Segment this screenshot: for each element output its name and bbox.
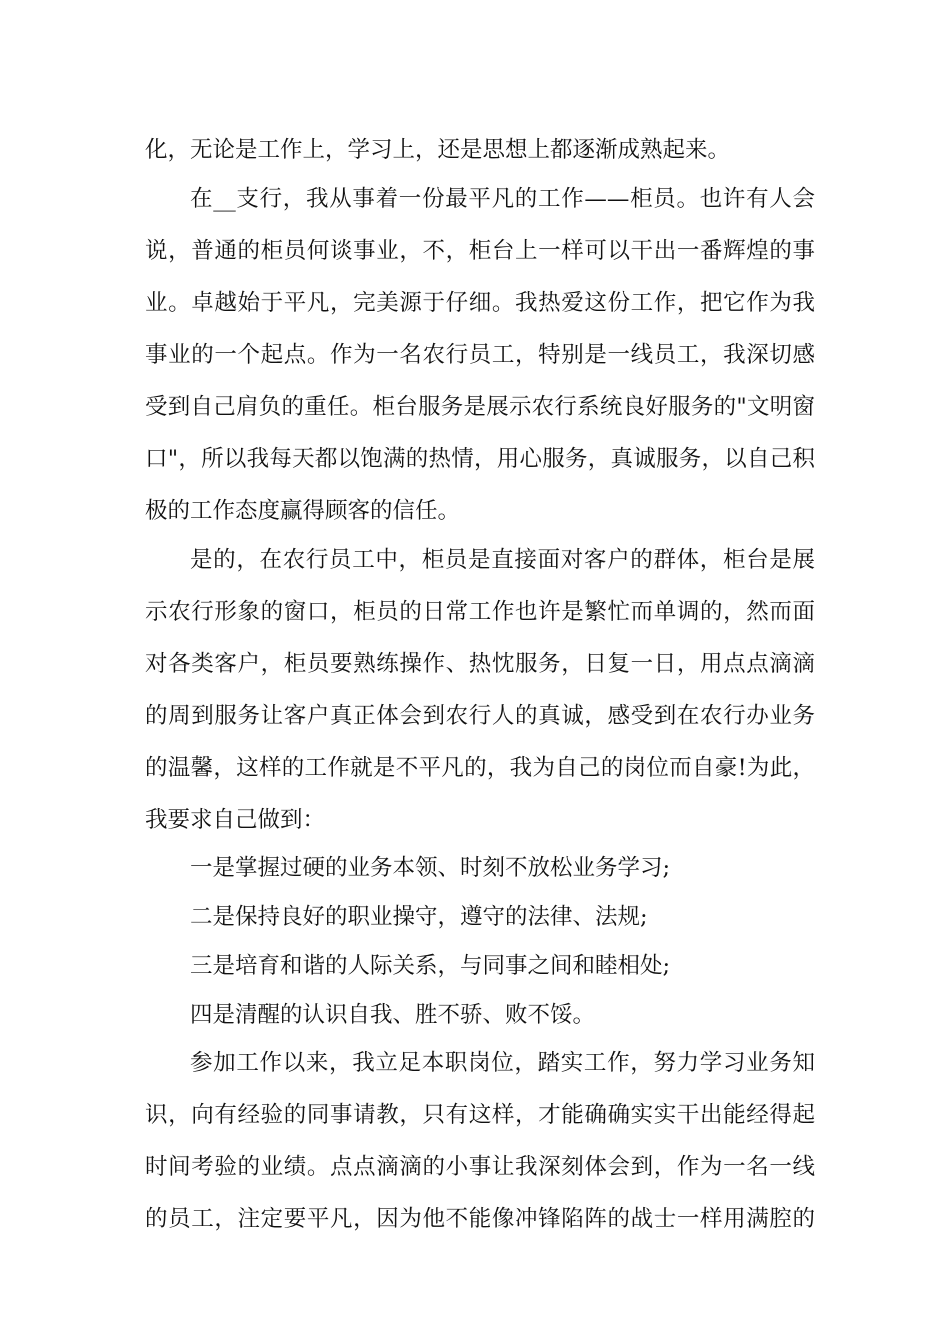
text-line-4: 业。卓越始于平凡，完美源于仔细。我热爱这份工作，把它作为我 — [145, 290, 815, 316]
text-line-10: 示农行形象的窗口，柜员的日常工作也许是繁忙而单调的，然而面 — [145, 599, 815, 625]
text-line-9: 是的，在农行员工中，柜员是直接面对客户的群体，柜台是展 — [190, 547, 815, 573]
list-item-4: 四是清醒的认识自我、胜不骄、败不馁。 — [190, 1002, 596, 1028]
text-line-13: 的温馨，这样的工作就是不平凡的，我为自己的岗位而自豪!为此， — [145, 755, 815, 781]
list-item-1: 一是掌握过硬的业务本领、时刻不放松业务学习; — [190, 855, 671, 881]
list-item-3: 三是培育和谐的人际关系，与同事之间和睦相处; — [190, 953, 671, 979]
text-line-19: 参加工作以来，我立足本职岗位，踏实工作，努力学习业务知 — [190, 1050, 815, 1076]
text-line-1: 化，无论是工作上，学习上，还是思想上都逐渐成熟起来。 — [145, 137, 731, 163]
text-line-11: 对各类客户，柜员要熟练操作、热忱服务，日复一日，用点点滴滴 — [145, 651, 815, 677]
text-line-20: 识，向有经验的同事请教，只有这样，才能确确实实干出能经得起 — [145, 1102, 815, 1128]
text-line-3: 说，普通的柜员何谈事业，不，柜台上一样可以干出一番辉煌的事 — [145, 238, 815, 264]
text-line-22: 的员工，注定要平凡，因为他不能像冲锋陷阵的战士一样用满腔的 — [145, 1206, 815, 1232]
text-line-21: 时间考验的业绩。点点滴滴的小事让我深刻体会到，作为一名一线 — [145, 1154, 815, 1180]
text-line-8: 极的工作态度赢得顾客的信任。 — [145, 498, 461, 524]
list-item-2: 二是保持良好的职业操守，遵守的法律、法规; — [190, 904, 648, 930]
text-line-14: 我要求自己做到： — [145, 807, 326, 833]
text-line-5: 事业的一个起点。作为一名农行员工，特别是一线员工，我深切感 — [145, 342, 815, 368]
text-line-7: 口"，所以我每天都以饱满的热情，用心服务，真诚服务，以自己积 — [145, 446, 815, 472]
text-line-2: 在__支行，我从事着一份最平凡的工作——柜员。也许有人会 — [190, 186, 815, 212]
text-line-12: 的周到服务让客户真正体会到农行人的真诚，感受到在农行办业务 — [145, 703, 815, 729]
text-line-6: 受到自己肩负的重任。柜台服务是展示农行系统良好服务的"文明窗 — [145, 394, 815, 420]
